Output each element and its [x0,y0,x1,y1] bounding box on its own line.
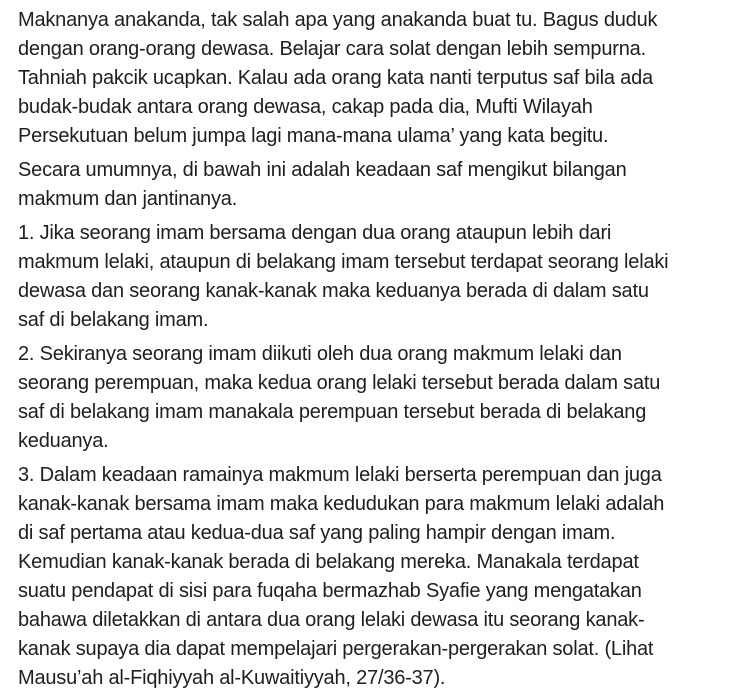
paragraph [18,156,726,214]
text-line: Tahniah pakcik ucapkan. Kalau ada orang kata nanti terputus saf bila ada [18,67,653,89]
text-line: saf di belakang imam manakala perempuan tersebut berada di belakang [18,401,647,423]
text-line: kanak-kanak bersama imam maka kedudukan para makmum lelaki adalah [18,493,665,515]
text-line: dengan orang-orang dewasa. Belajar cara solat dengan lebih sempurna. [18,38,646,60]
paragraph [18,340,726,456]
paragraph [18,219,726,335]
text-line: Kemudian kanak-kanak berada di belakang mereka. Manakala terdapat [18,551,639,573]
text-line: bahawa diletakkan di antara dua orang lelaki dewasa itu seorang kanak- [18,609,645,631]
text-line: 3. Dalam keadaan ramainya makmum lelaki berserta perempuan dan juga [18,464,662,486]
text-line: 2. Sekiranya seorang imam diikuti oleh dua orang makmum lelaki dan [18,343,622,365]
paragraph [18,6,726,151]
text-line: makmum lelaki, ataupun di belakang imam tersebut terdapat seorang lelaki [18,251,669,273]
text-line: kanak supaya dia dapat mempelajari pergerakan-pergerakan solat. (Lihat [18,638,654,660]
text-line: 1. Jika seorang imam bersama dengan dua orang ataupun lebih dari [18,222,612,244]
text-line: seorang perempuan, maka kedua orang lelaki tersebut berada dalam satu [18,372,661,394]
text-line: dewasa dan seorang kanak-kanak maka keduanya berada di dalam satu [18,280,649,302]
paragraph [18,461,726,693]
text-line: di saf pertama atau kedua-dua saf yang paling hampir dengan imam. [18,522,616,544]
text-line: budak-budak antara orang dewasa, cakap pada dia, Mufti Wilayah [18,96,593,118]
text-line: Mausu’ah al-Fiqhiyyah al-Kuwaitiyyah, 27/36-37). [18,667,446,689]
text-line: Maknanya anakanda, tak salah apa yang anakanda buat tu. Bagus duduk [18,9,658,31]
text-line: saf di belakang imam. [18,309,209,331]
text-line: makmum dan jantinanya. [18,188,238,210]
text-line: keduanya. [18,430,109,452]
text-line: Persekutuan belum jumpa lagi mana-mana ulama’ yang kata begitu. [18,125,609,147]
text-line: Secara umumnya, di bawah ini adalah keadaan saf mengikut bilangan [18,159,627,181]
text-line: suatu pendapat di sisi para fuqaha bermazhab Syafie yang mengatakan [18,580,642,602]
